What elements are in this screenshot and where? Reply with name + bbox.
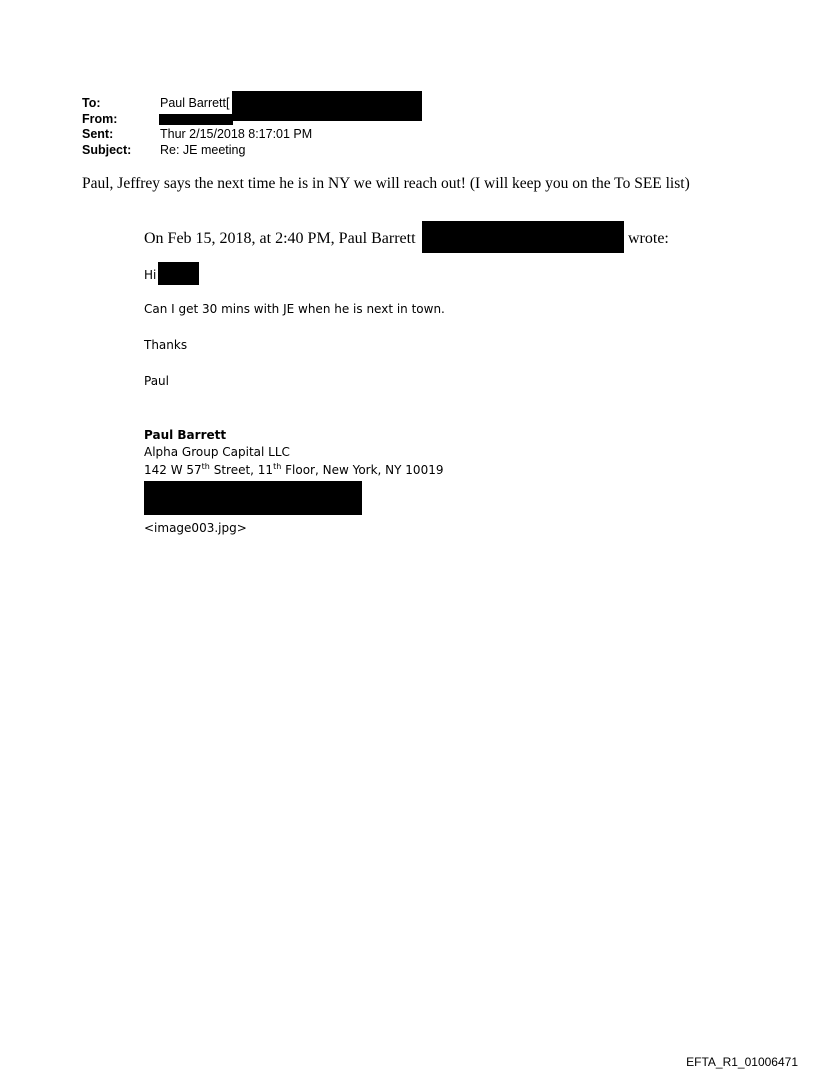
quoted-intro: On Feb 15, 2018, at 2:40 PM, Paul Barrett [144,230,416,247]
from-label: From: [82,112,118,126]
signature-address: 142 W 57th Street, 11th Floor, New York, NY 10019 [144,462,444,477]
subject-label: Subject: [82,143,132,157]
subject-value: Re: JE meeting [160,143,246,157]
attachment-placeholder: <image003.jpg> [144,521,247,535]
redaction-to-email [232,91,422,121]
redaction-greeting-name [158,262,199,285]
to-label: To: [82,96,101,110]
redaction-from [159,114,233,125]
redaction-signature-contact [144,481,362,515]
quoted-intro-suffix: wrote: [628,230,669,247]
quoted-greeting: Hi [144,268,157,282]
sent-value: Thur 2/15/2018 8:17:01 PM [160,127,313,141]
redaction-sender-email [422,221,624,253]
quoted-question: Can I get 30 mins with JE when he is next in town. [144,302,445,316]
reply-body: Paul, Jeffrey says the next time he is in NY we will reach out! (I will keep you on the To SEE list) [82,175,690,192]
quoted-sign-name: Paul [144,374,169,388]
signature-company: Alpha Group Capital LLC [144,445,290,459]
signature-name: Paul Barrett [144,428,227,442]
quoted-thanks: Thanks [144,338,188,352]
sent-label: Sent: [82,127,114,141]
bates-number: EFTA_R1_01006471 [686,1055,798,1069]
to-value: Paul Barrett[ [160,96,230,110]
